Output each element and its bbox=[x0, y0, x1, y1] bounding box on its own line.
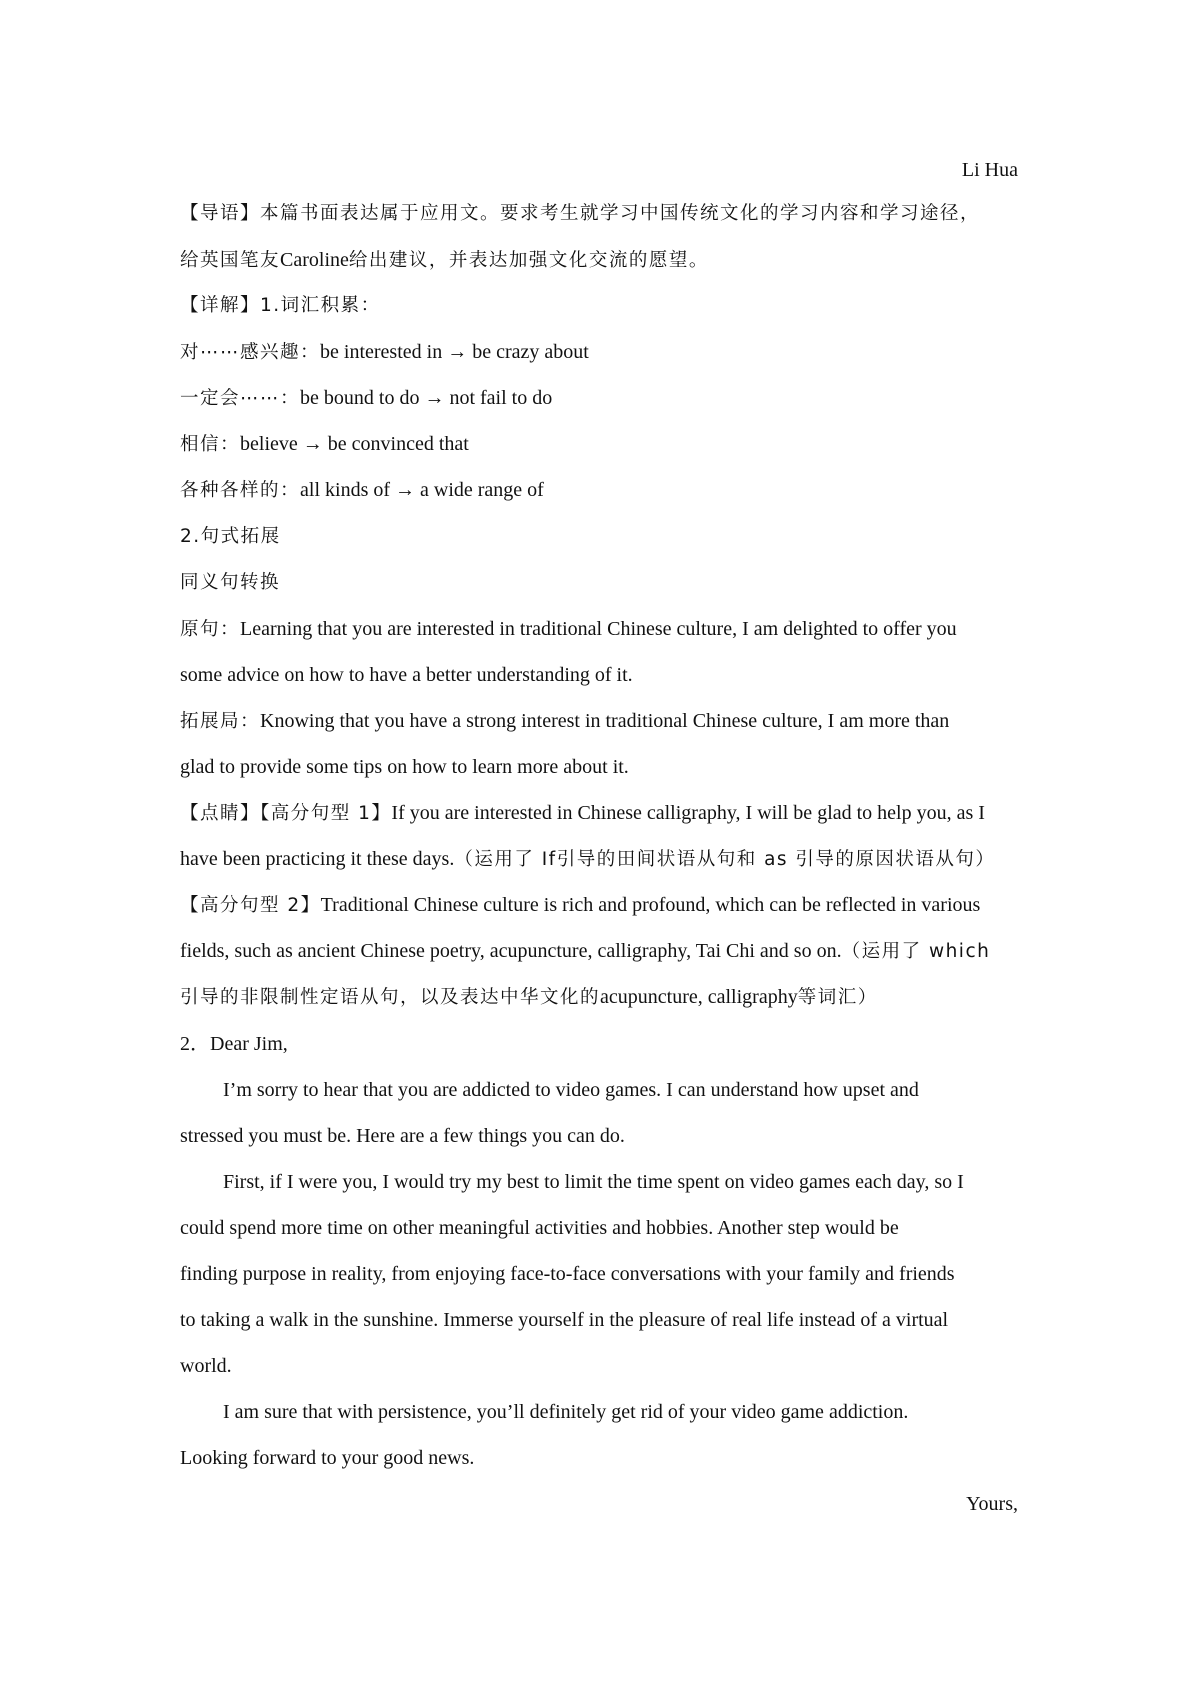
intro-line-2-en: Caroline bbox=[280, 249, 349, 271]
letter-p2-line-4: to taking a walk in the sunshine. Immerse yourself in the pleasure of real life instead of a virtual bbox=[180, 1309, 949, 1331]
intro-line-2-post: 给出建议，并表达加强文化交流的愿望。 bbox=[348, 250, 709, 271]
highlight-line-1 bbox=[180, 798, 985, 829]
vocab-1-en: be interested in → be crazy about bbox=[320, 341, 589, 363]
letter-p1-line-1: I’m sorry to hear that you are addicted to video games. I can understand how upset and bbox=[223, 1079, 919, 1101]
intro-line-1: 【导语】本篇书面表达属于应用文。要求考生就学习中国传统文化的学习内容和学习途径， bbox=[180, 203, 981, 224]
letter-p3-line-2: Looking forward to your good news. bbox=[180, 1447, 475, 1469]
pattern2-terms: acupuncture, calligraphy bbox=[600, 986, 798, 1008]
letter-p2-line-1: First, if I were you, I would try my best to limit the time spent on video games each day, so I bbox=[223, 1171, 964, 1193]
letter-p3-line-1: I am sure that with persistence, you’ll definitely get rid of your video game addiction. bbox=[223, 1401, 909, 1423]
vocab-item-1 bbox=[180, 337, 589, 368]
pattern2-note-2: （运用了 which bbox=[841, 941, 991, 962]
expanded-sentence-line-1 bbox=[180, 706, 949, 737]
letter-closing: Yours, bbox=[966, 1493, 1018, 1515]
letter-p2-line-2: could spend more time on other meaningful activities and hobbies. Another step would be bbox=[180, 1217, 899, 1239]
letter-greeting: 2．Dear Jim, bbox=[180, 1033, 288, 1055]
vocab-4-cn: 各种各样的： bbox=[180, 480, 301, 501]
pattern2-note-3: 引导的非限制性定语从句，以及表达中华文化的 bbox=[180, 987, 601, 1008]
original-label: 原句： bbox=[180, 619, 241, 640]
vocab-item-4 bbox=[180, 475, 544, 506]
original-text-1: Learning that you are interested in traditional Chinese culture, I am delighted to offer you bbox=[240, 618, 957, 640]
vocab-3-cn: 相信： bbox=[180, 434, 241, 455]
expanded-text-1: Knowing that you have a strong interest in traditional Chinese culture, I am more than bbox=[260, 710, 950, 732]
pattern2-note-end: 等词汇） bbox=[797, 987, 878, 1008]
vocab-1-cn: 对⋯⋯感兴趣： bbox=[180, 342, 321, 363]
highlight-note-2: （运用了 If引导的田间状语从句和 as 引导的原因状语从句） bbox=[454, 849, 996, 870]
highlight-text-1: If you are interested in Chinese calligraphy, I will be glad to help you, as I bbox=[391, 802, 985, 824]
expanded-sentence-line-2: glad to provide some tips on how to learn more about it. bbox=[180, 756, 629, 778]
highlight-label: 【点睛】【高分句型 1】 bbox=[180, 803, 392, 824]
synonym-heading: 同义句转换 bbox=[180, 572, 281, 593]
highlight-line-2 bbox=[180, 844, 995, 875]
intro-line-2-pre: 给英国笔友 bbox=[180, 250, 281, 271]
signature-name: Li Hua bbox=[961, 159, 1018, 181]
detail-heading: 【详解】1.词汇积累： bbox=[180, 295, 381, 316]
vocab-2-cn: 一定会⋯⋯： bbox=[180, 388, 301, 409]
pattern2-text-1: Traditional Chinese culture is rich and profound, which can be reflected in various bbox=[320, 894, 981, 916]
vocab-4-en: all kinds of → a wide range of bbox=[300, 479, 544, 501]
original-sentence-line-2: some advice on how to have a better understanding of it. bbox=[180, 664, 633, 686]
vocab-2-en: be bound to do → not fail to do bbox=[300, 387, 553, 409]
vocab-item-2 bbox=[180, 383, 552, 414]
pattern2-label: 【高分句型 2】 bbox=[180, 895, 321, 916]
letter-p2-line-5: world. bbox=[180, 1355, 232, 1377]
original-sentence-line-1 bbox=[180, 614, 957, 645]
pattern2-line-3 bbox=[180, 982, 878, 1013]
pattern2-text-2: fields, such as ancient Chinese poetry, acupuncture, calligraphy, Tai Chi and so on. bbox=[180, 940, 842, 962]
pattern2-line-2 bbox=[180, 936, 990, 967]
expanded-label: 拓展局： bbox=[180, 711, 261, 732]
letter-p1-line-2: stressed you must be. Here are a few things you can do. bbox=[180, 1125, 625, 1147]
highlight-text-2: have been practicing it these days. bbox=[180, 848, 455, 870]
vocab-3-en: believe → be convinced that bbox=[240, 433, 469, 455]
vocab-item-3 bbox=[180, 429, 469, 460]
pattern2-line-1 bbox=[180, 890, 980, 921]
sentence-heading: 2.句式拓展 bbox=[180, 526, 281, 547]
intro-line-2 bbox=[180, 245, 709, 276]
letter-p2-line-3: finding purpose in reality, from enjoying face-to-face conversations with your family and friends bbox=[180, 1263, 955, 1285]
